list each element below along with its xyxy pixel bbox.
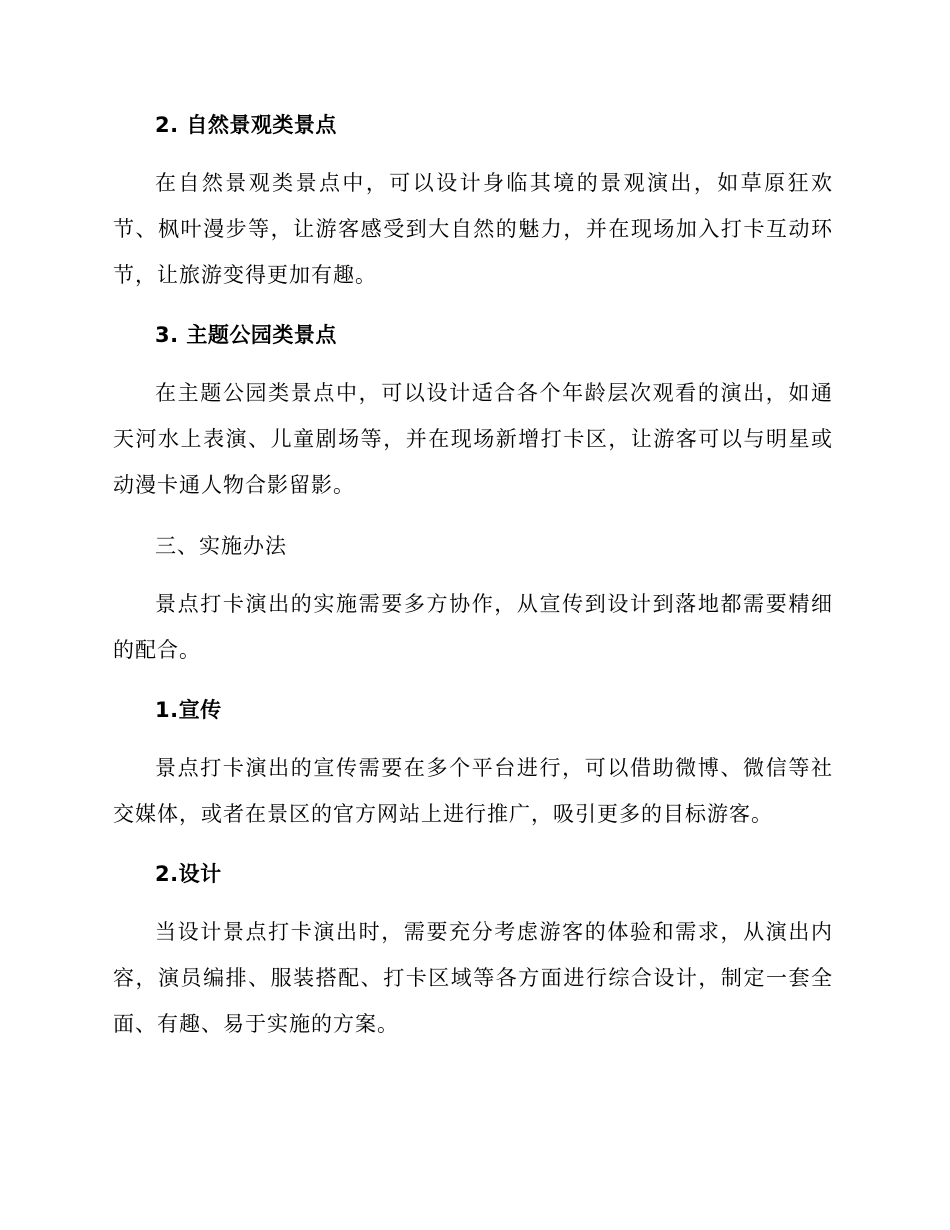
heading-theme-park: 3. 主题公园类景点: [155, 323, 337, 347]
heading-natural-scenery: 2. 自然景观类景点: [155, 113, 337, 137]
heading-promotion: 1.宣传: [155, 698, 222, 722]
paragraph-promotion: 景点打卡演出的宣传需要在多个平台进行，可以借助微博、微信等社交媒体，或者在景区的官方网站上进行推广，吸引更多的目标游客。: [113, 756, 833, 826]
document-body: [113, 110, 833, 1047]
paragraph-implementation: 景点打卡演出的实施需要多方协作，从宣传到设计到落地都需要精细的配合。: [113, 592, 833, 662]
paragraph-theme-park: 在主题公园类景点中，可以设计适合各个年龄层次观看的演出，如通天河水上表演、儿童剧场等，并在现场新增打卡区，让游客可以与明星或动漫卡通人物合影留影。: [113, 381, 833, 497]
heading-design: 2.设计: [155, 862, 222, 886]
section-title-implementation: 三、实施办法: [155, 534, 287, 558]
paragraph-design: 当设计景点打卡演出时，需要充分考虑游客的体验和需求，从演出内容，演员编排、服装搭配、打卡区域等各方面进行综合设计，制定一套全面、有趣、易于实施的方案。: [113, 920, 833, 1036]
paragraph-natural-scenery: 在自然景观类景点中，可以设计身临其境的景观演出，如草原狂欢节、枫叶漫步等，让游客感受到大自然的魅力，并在现场加入打卡互动环节，让旅游变得更加有趣。: [113, 171, 833, 287]
